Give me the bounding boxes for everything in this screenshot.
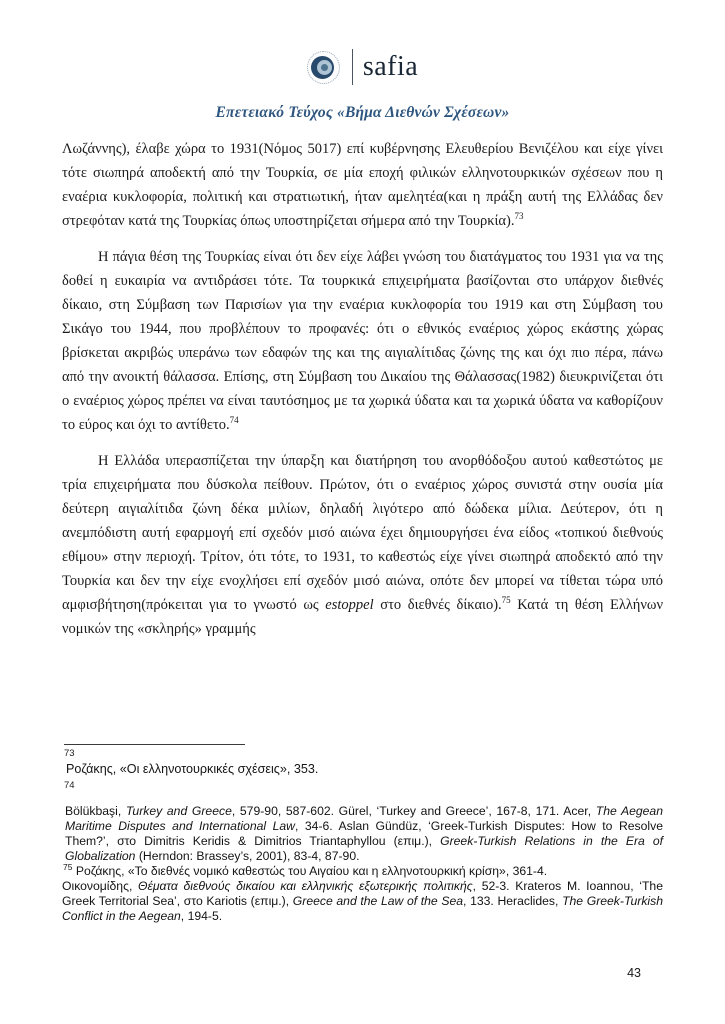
footnote-75-seg: , 52-3. Krateros M. Ioannou, ‘The Greek Territorial Sea’, στο Kariotis (επιμ.),	[62, 879, 663, 908]
paragraph-3	[62, 449, 663, 641]
footnote-75-seg: , 133. Heraclides,	[463, 894, 563, 908]
paragraph-3-text-end: Κατά τη θέση Ελλήνων νομικών της «σκληρής» γραμμής	[62, 597, 664, 637]
footnote-75-seg: Οικονομίδης,	[62, 879, 139, 893]
footnote-73-number: 73	[64, 748, 75, 759]
footnote-74-seg: Bölükbaşi,	[65, 804, 126, 818]
seal-core	[317, 60, 332, 75]
footnote-74-title-italic: Greek-Turkish Relations in the Era of Globalization	[65, 834, 663, 863]
logo	[0, 46, 725, 88]
footnote-75-number: 75	[63, 861, 73, 872]
footnote-ref-73: 73	[514, 211, 524, 222]
page-number: 43	[627, 966, 641, 980]
paragraph-2	[62, 245, 663, 437]
seal-inner-ring	[311, 56, 334, 79]
footnote-ref-75: 75	[501, 595, 511, 606]
paragraph-3-italic-term: estoppel	[325, 597, 374, 613]
paragraph-1	[62, 137, 663, 233]
footnote-75-seg: , 194-5.	[180, 909, 223, 923]
footnote-73-text: Ροζάκης, «Οι ελληνοτουρκικές σχέσεις», 353.	[66, 762, 319, 776]
logo-divider	[352, 49, 353, 85]
footnote-75-title-italic: The Greek-Turkish Conflict in the Aegean	[62, 894, 664, 923]
paragraph-1-text: Λωζάννης), έλαβε χώρα το 1931(Νόμος 5017) επί κυβέρνησης Ελευθερίου Βενιζέλου και είχε γίνει τότε σιωπηρά αποδεκτή από την Τουρκία, σε μία εποχή φιλικών ελληνοτουρκικών σχέσεων που η εναέρια κυκλοφορία, πολιτική και στρατιωτική, ήταν αμελητέα(και η πράξη αυτή της Ελλάδας δεν στρεφόταν κατά της Τουρκίας όπως υποστηρίζεται σήμερα από την Τουρκία).	[62, 141, 663, 229]
logo-wordmark: safia	[362, 51, 419, 82]
page-title: Επετειακό Τεύχος «Βήμα Διεθνών Σχέσεων»	[215, 104, 510, 121]
footnote-75-title-italic: Greece and the Law of the Sea	[292, 894, 464, 908]
paragraph-3-text-cont: στο διεθνές δίκαιο).	[373, 597, 502, 613]
footnote-74-seg: , 34-6. Aslan Gündüz, ‘Greek-Turkish Disputes: How to Resolve Them?’, στο Dimitris Keridis & Dimitrios Triantaphyllou (επιμ.),	[65, 819, 664, 848]
footnote-separator-rule	[64, 744, 245, 745]
footnote-75-title-italic: Θέματα διεθνούς δικαίου και ελληνικής εξωτερικής πολιτικής	[138, 879, 473, 893]
paragraph-3-text: Η Ελλάδα υπερασπίζεται την ύπαρξη και διατήρηση του ανορθόδοξου αυτού καθεστώτος με τρία επιχειρήματα που δύσκολα πείθουν. Πρώτον, ότι ο εναέριος χώρος συνιστά στην ουσία μία δεύτερη αιγιαλίτιδα ζώνη δέκα μιλίων, δηλαδή λιγότερο από δώδεκα μίλια. Δεύτερον, ότι η ανεμπόδιστη αυτή εφαρμογή επί σχεδόν μισό αιώνα έχει δημιουργήσει ένα είδος «τοπικού διεθνούς εθίμου» στην περιοχή. Τρίτον, ότι τότε, το 1931, το καθεστώς είχε γίνει σιωπηρά αποδεκτό από την Τουρκία και δεν την είχε ενοχλήσει επί σχεδόν μισό αιώνα, οπότε δεν μπορεί να τίθεται τώρα υπό αμφισβήτηση(πρόκειται για το γνωστό ως	[62, 453, 663, 613]
footnote-74-title-italic: The Aegean Maritime Disputes and International Law	[65, 804, 663, 833]
footnote-74-seg: (Herndon: Brassey’s, 2001), 83-4, 87-90.	[135, 849, 360, 863]
footnote-74-title-italic: Turkey and Greece	[125, 804, 232, 818]
footnote-ref-74: 74	[229, 415, 239, 426]
footnote-75-seg: Ροζάκης, «Το διεθνές νομικό καθεστώς του Αιγαίου και η ελληνοτουρκική κρίση», 361-4.	[72, 864, 548, 878]
body-text	[62, 137, 663, 641]
footnote-75-first-line	[62, 861, 663, 879]
footnote-74-text	[62, 804, 663, 864]
footnotes-section	[62, 744, 663, 924]
footnote-75-continuation	[62, 879, 663, 924]
footnote-74-number: 74	[64, 780, 75, 791]
footnote-74-seg: , 579-90, 587-602. Gürel, ‘Turkey and Greece’, 167-8, 171. Acer,	[231, 804, 596, 818]
safia-seal-icon	[307, 51, 340, 84]
seal-dot	[321, 64, 328, 71]
paragraph-2-text: Η πάγια θέση της Τουρκίας είναι ότι δεν είχε λάβει γνώση του διατάγματος του 1931 για να της δοθεί η ευκαιρία να αντιδράσει τότε. Τα τουρκικά επιχειρήματα βασίζονται στο υπάρχον διεθνές δίκαιο, στη Σύμβαση των Παρισίων για την εναέρια κυκλοφορία του 1919 και στη Σύμβαση του Σικάγο του 1944, που προβλέπουν το προφανές: ότι ο εθνικός εναέριος χώρος εκάστης χώρας βρίσκεται ακριβώς υπεράνω των εδαφών της και της αιγιαλίτιδας ζώνης της και όχι πιο πέρα, πάνω από την ανοικτή θάλασσα. Επίσης, στη Σύμβαση του Δικαίου της Θάλασσας(1982) διευκρινίζεται ότι ο εναέριος χώρος πρέπει να είναι ταυτόσημος με τα χωρικά ύδατα και τα χωρικά ύδατα να καθορίζουν το εύρος και όχι το αντίθετο.	[62, 249, 663, 433]
